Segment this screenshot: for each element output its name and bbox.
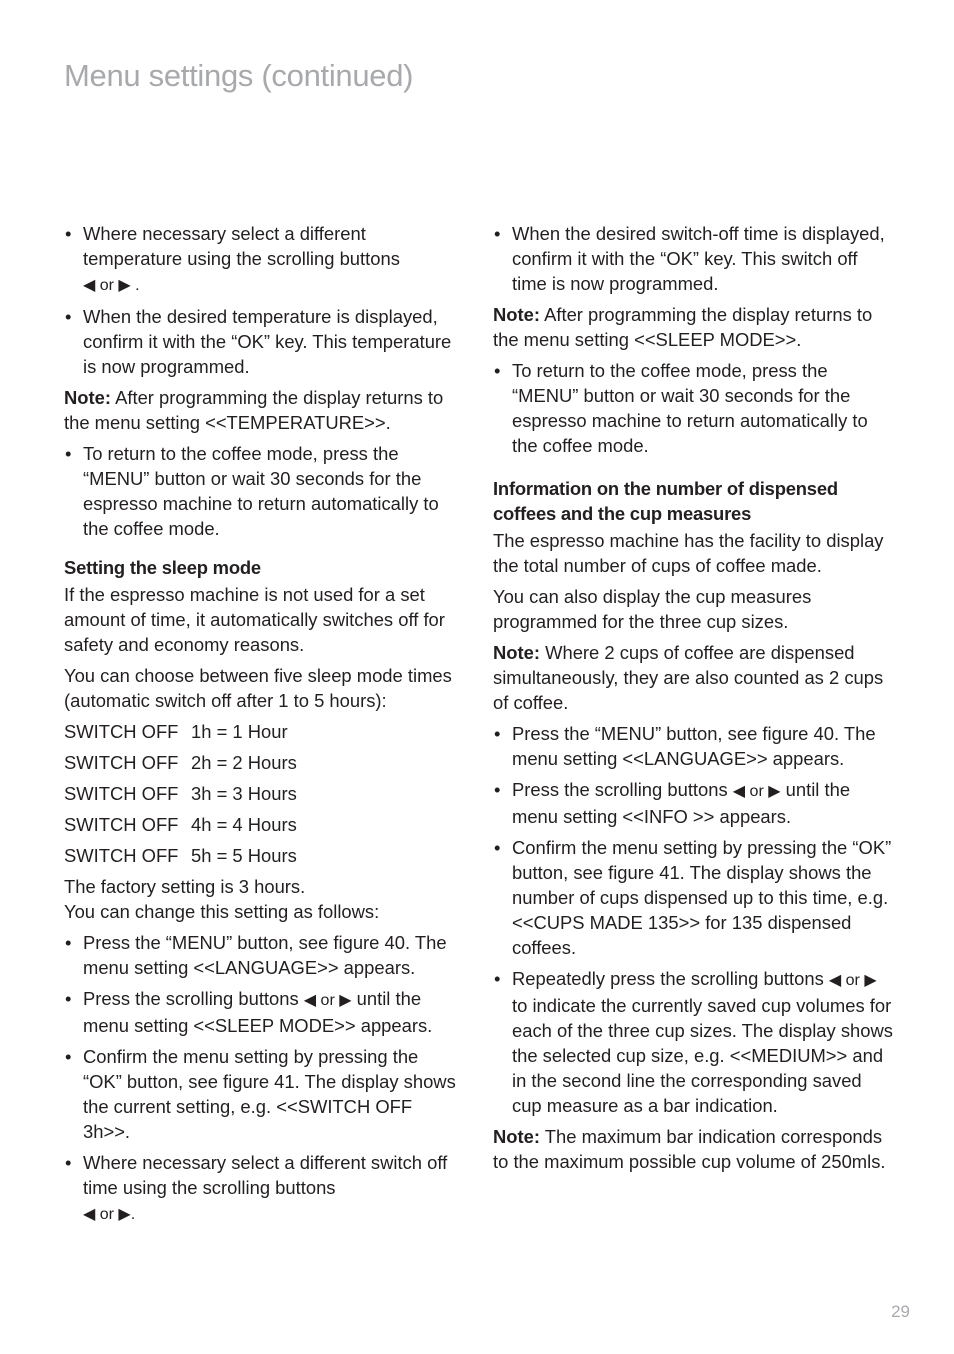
list-item-text: Press the scrolling buttons <box>512 779 733 800</box>
note-text: Where 2 cups of coffee are dispensed simultaneously, they are also counted as 2 cups of coffee. <box>493 642 884 713</box>
list-item <box>64 986 462 1038</box>
scroll-arrows-icon: ◀ or ▶. <box>83 1206 136 1223</box>
section-heading-info: Information on the number of dispensed coffees and the cup measures <box>493 478 838 524</box>
list-item-text: until the menu setting <<INFO >> appears. <box>512 779 851 827</box>
scroll-arrows-icon: ◀ or ▶ <box>732 783 781 800</box>
switch-off-value: 2h = 2 Hours <box>191 752 297 773</box>
scroll-arrows-icon: ◀ or ▶ . <box>83 277 140 294</box>
list-item <box>493 777 893 829</box>
list-item <box>64 221 462 298</box>
switch-off-table <box>64 719 462 868</box>
scroll-arrows-icon: ◀ or ▶ <box>303 992 352 1009</box>
list-item-text: Where necessary select a different temperature using the scrolling buttons <box>83 223 400 269</box>
list-item: • Press the “MENU” button, see figure 40. The menu setting <<LANGUAGE>> appears. <box>64 930 462 980</box>
switch-off-key: SWITCH OFF <box>64 845 179 866</box>
switch-off-confirm-list <box>493 221 893 296</box>
list-item: • When the desired temperature is displayed, confirm it with the “OK” key. This temperature is now programmed. <box>64 304 462 379</box>
switch-off-value: 3h = 3 Hours <box>191 783 297 804</box>
return-list <box>493 358 893 458</box>
list-item <box>64 1150 462 1227</box>
switch-off-row <box>64 719 462 744</box>
note-text: The maximum bar indication corresponds to the maximum possible cup volume of 250mls. <box>493 1126 886 1172</box>
list-item: • To return to the coffee mode, press the “MENU” button or wait 30 seconds for the espresso machine to return automatically to the coffee mode. <box>493 358 893 458</box>
list-item-text: to indicate the currently saved cup volumes for each of the three cup sizes. The display shows the selected cup size, e.g. <<MEDIUM>> and in the second line the corresponding saved cup measure as a bar indication. <box>512 995 893 1116</box>
note-label: Note: <box>493 1126 540 1147</box>
scroll-arrows-icon: ◀ or ▶ <box>828 972 877 989</box>
note-label: Note: <box>493 642 540 663</box>
switch-off-value: 1h = 1 Hour <box>191 721 288 742</box>
section-heading-sleep-mode: Setting the sleep mode <box>64 557 261 578</box>
switch-off-key: SWITCH OFF <box>64 783 179 804</box>
change-setting-text: You can change this setting as follows: <box>64 901 380 922</box>
info-steps-list <box>493 721 893 1118</box>
switch-off-key: SWITCH OFF <box>64 752 179 773</box>
sleep-steps-list <box>64 930 462 1227</box>
list-item: • To return to the coffee mode, press the “MENU” button or wait 30 seconds for the espresso machine to return automatically to the coffee mode. <box>64 441 462 541</box>
note-text: After programming the display returns to the menu setting <<SLEEP MODE>>. <box>493 304 873 350</box>
temperature-steps-list <box>64 221 462 379</box>
paragraph <box>64 874 462 924</box>
list-item: • When the desired switch-off time is displayed, confirm it with the “OK” key. This switch off time is now programmed. <box>493 221 893 296</box>
switch-off-value: 4h = 4 Hours <box>191 814 297 835</box>
switch-off-value: 5h = 5 Hours <box>191 845 297 866</box>
list-item-text: until the menu setting <<SLEEP MODE>> appears. <box>83 988 433 1036</box>
note-paragraph <box>493 302 893 352</box>
switch-off-row <box>64 812 462 837</box>
list-item-text: Press the scrolling buttons <box>83 988 304 1009</box>
switch-off-row <box>64 781 462 806</box>
right-column <box>493 221 893 1180</box>
page-title: Menu settings (continued) <box>64 58 414 93</box>
switch-off-row <box>64 750 462 775</box>
note-paragraph <box>493 1124 893 1174</box>
list-item-text: Where necessary select a different switch off time using the scrolling buttons <box>83 1152 448 1198</box>
switch-off-key: SWITCH OFF <box>64 814 179 835</box>
return-list <box>64 441 462 541</box>
left-column <box>64 221 462 1233</box>
note-paragraph <box>493 640 893 715</box>
paragraph: You can choose between five sleep mode times (automatic switch off after 1 to 5 hours): <box>64 665 452 711</box>
factory-setting-text: The factory setting is 3 hours. <box>64 876 306 897</box>
list-item-text: Repeatedly press the scrolling buttons <box>512 968 829 989</box>
list-item: • Confirm the menu setting by pressing the “OK” button, see figure 41. The display shows the current setting, e.g. <<SWITCH OFF 3h>>. <box>64 1044 462 1144</box>
page-number: 29 <box>891 1302 910 1321</box>
list-item: • Confirm the menu setting by pressing the “OK” button, see figure 41. The display shows the number of cups dispensed up to this time, e.g. <<CUPS MADE 135>> for 135 dispensed coffees. <box>493 835 893 960</box>
paragraph: You can also display the cup measures programmed for the three cup sizes. <box>493 586 812 632</box>
paragraph: If the espresso machine is not used for a set amount of time, it automatically switches off for safety and economy reasons. <box>64 584 445 655</box>
switch-off-row <box>64 843 462 868</box>
note-label: Note: <box>64 387 111 408</box>
paragraph: The espresso machine has the facility to display the total number of cups of coffee made. <box>493 530 884 576</box>
list-item: • Press the “MENU” button, see figure 40. The menu setting <<LANGUAGE>> appears. <box>493 721 893 771</box>
switch-off-key: SWITCH OFF <box>64 721 179 742</box>
list-item <box>493 966 893 1118</box>
note-label: Note: <box>493 304 540 325</box>
note-paragraph <box>64 385 462 435</box>
note-text: After programming the display returns to the menu setting <<TEMPERATURE>>. <box>64 387 444 433</box>
